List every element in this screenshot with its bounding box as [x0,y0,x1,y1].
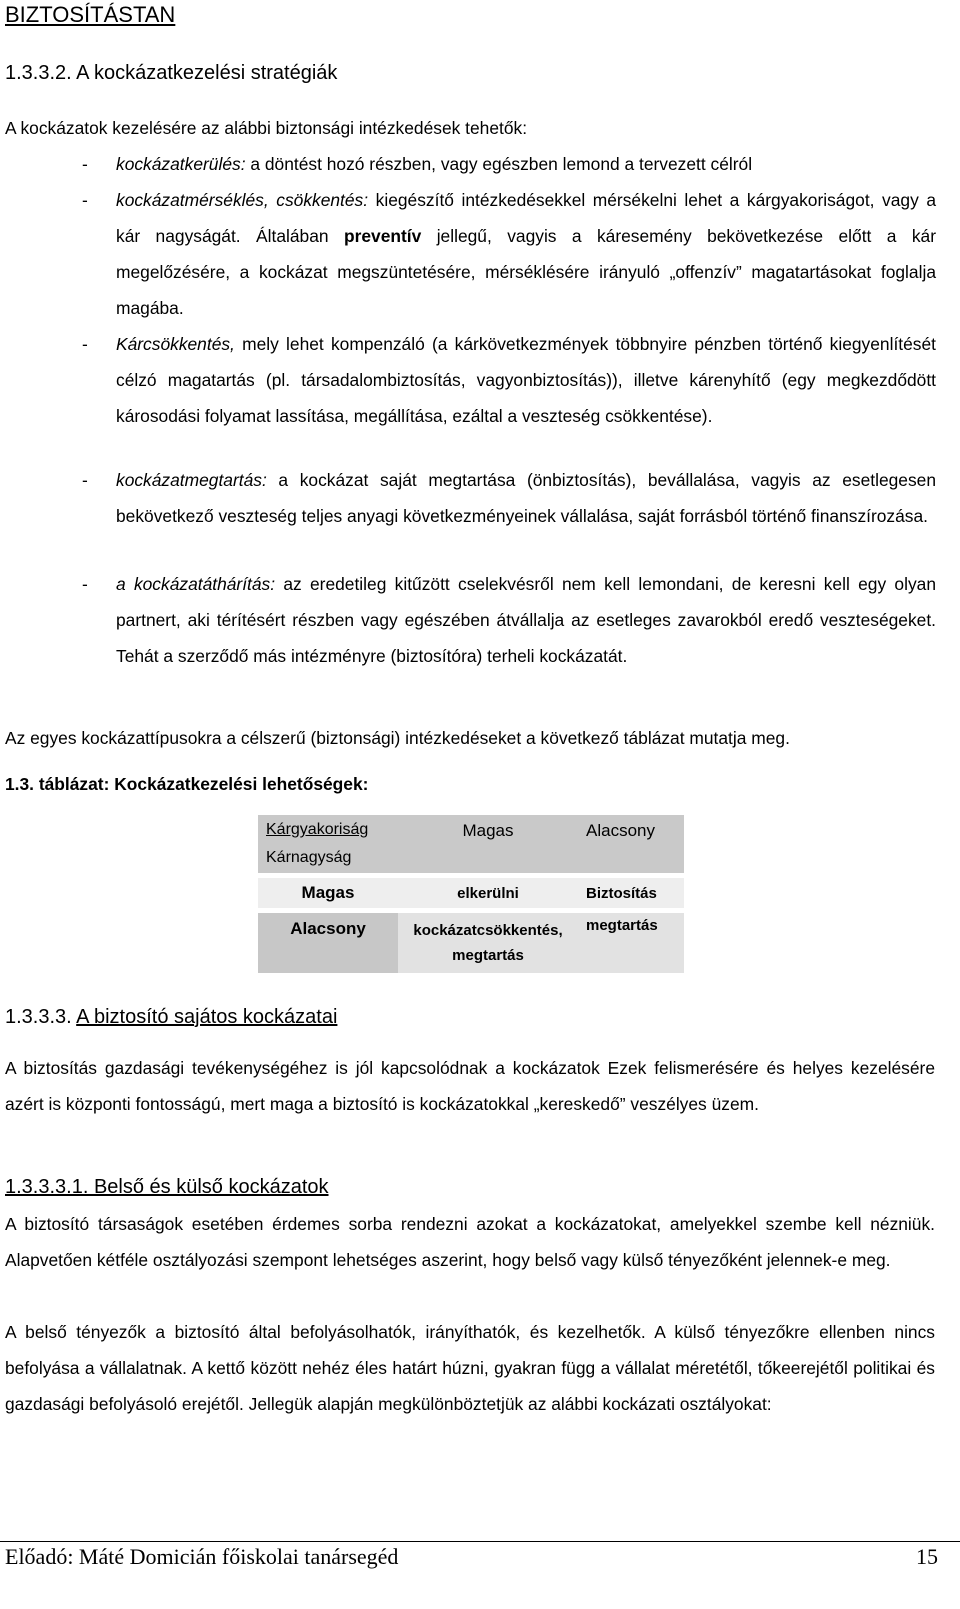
page-number: 15 [916,1544,938,1569]
list-dash: - [82,334,88,354]
table-caption: 1.3. táblázat: Kockázatkezelési lehetőségek: [5,774,369,794]
term: kockázatmegtartás: [116,470,267,490]
list-item-risk-transfer [116,566,936,674]
cell-low-low: megtartás [578,913,684,973]
emphasis: preventív [343,226,422,246]
row-header-high: Magas [258,878,398,908]
term: a kockázatáthárítás: [116,574,276,594]
col-header-high: Magas [398,815,578,873]
col-header-low: Alacsony [578,815,684,873]
page-header-title: BIZTOSÍTÁSTAN [5,2,176,27]
definition: kiegészítő intézkedésekkel mérsékelni lehet a kárgyakoriságot, vagy a kár nagyságát. Általában [116,190,936,246]
definition: a döntést hozó részben, vagy egészben lemond a tervezett célról [245,154,753,174]
strategies-intro: A kockázatok kezelésére az alábbi biztonsági intézkedések tehetők: [5,118,528,138]
frequency-label: Kárgyakoriság [266,821,369,838]
section-heading-internal-external: 1.3.3.3.1. Belső és külső kockázatok [5,1176,329,1198]
list-dash: - [82,154,88,174]
table-header-row [258,815,684,873]
term: Kárcsökkentés, [116,334,235,354]
list-item-risk-mitigation [116,182,936,326]
table-intro: Az egyes kockázattípusokra a célszerű (biztonsági) intézkedéseket a következő táblázat mutatja meg. [5,728,790,748]
internal-external-paragraph-1: A biztosító társaságok esetében érdemes sorba rendezni azokat a kockázatokat, amelyekkel szembe kell nézniük. Alapvetően kétféle osztályozási szempont lehetséges aszerint, hogy belső vagy külső tényezőként jelennek-e meg. [5,1214,935,1270]
list-dash: - [82,190,88,210]
heading-title: A biztosító sajátos kockázatai [76,1006,338,1028]
list-item-risk-avoidance [116,146,936,182]
risk-table [258,810,684,978]
list-dash: - [82,470,88,490]
corner-cell [258,815,398,873]
footer-divider [0,1541,960,1542]
row-header-low: Alacsony [258,913,398,973]
list-item-risk-retention [116,462,936,534]
list-item-damage-reduction [116,326,936,434]
cell-high-high: elkerülni [398,878,578,908]
term: kockázatmérséklés, csökkentés: [116,190,369,210]
term: kockázatkerülés: [116,154,246,174]
footer-presenter: Előadó: Máté Domicián főiskolai tanársegéd [5,1544,399,1569]
insurer-risks-paragraph: A biztosítás gazdasági tevékenységéhez is jól kapcsolódnak a kockázatok Ezek felismerésére és helyes kezelésére azért is központi fontosságú, mert maga a biztosító is kockázatokkal „kereskedő” veszélyes üzem. [5,1058,935,1114]
magnitude-label: Kárnagyság [266,849,352,866]
list-dash: - [82,574,88,594]
definition: az eredetileg kitűzött cselekvésről nem kell lemondani, de keresni kell egy olyan partnert, aki térítésért részben vagy egészében átvállalja az esetleges zavarokból eredő veszteségeket. Tehát a szerződő más intézményre (biztosítóra) terheli kockázatát. [116,574,936,666]
table-row [258,878,684,908]
cell-high-low: Biztosítás [578,878,684,908]
internal-external-paragraph-2: A belső tényezők a biztosító által befolyásolhatók, irányíthatók, és kezelhetők. A külső tényezőkre ellenben nincs befolyása a vállalatnak. A kettő között nehéz éles határt húzni, gyakran függ a vállalat méretétől, tőkeerejétől politikai és gazdasági befolyásoló erejétől. Jellegük alapján megkülönböztetjük az alábbi kockázati osztályokat: [5,1322,935,1414]
heading-number: 1.3.3.3. [5,1006,72,1028]
definition: mely lehet kompenzáló (a kárkövetkezmények többnyire pénzben történő kiegyenlítését célzó magatartás (pl. társadalombiztosítás, vagyonbiztosítás)), illetve kárenyhítő (egy megkezdődött károsodási folyamat lassítása, megállítása, ezáltal a veszteség csökkentése). [116,334,936,426]
definition-continued: jellegű, vagyis a káresemény bekövetkezése előtt a kár megelőzésére, a kockázat megszüntetésére, mérséklésére irányuló „offenzív” magatartásokat foglalja magába. [116,226,936,318]
section-heading-insurer-risks [5,1006,337,1029]
table-row [258,913,684,973]
definition: a kockázat saját megtartása (önbiztosítás), bevállalása, vagyis az esetlegesen bekövetkező veszteség teljes anyagi következményeinek vállalása, saját forrásból történő finanszírozása. [116,470,936,526]
section-heading-strategies: 1.3.3.2. A kockázatkezelési stratégiák [5,62,338,84]
cell-low-high: kockázatcsökkentés, megtartás [398,913,578,973]
